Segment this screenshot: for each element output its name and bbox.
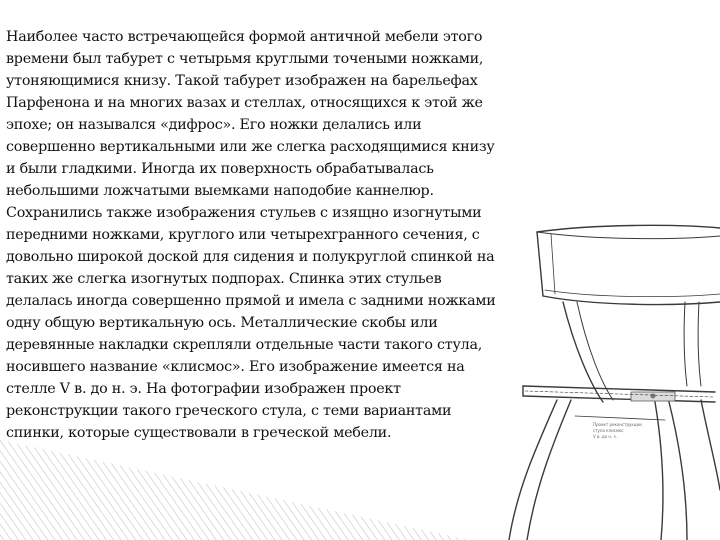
paragraph-line: делалась иногда совершенно прямой и имела с задними ножками [6, 293, 496, 309]
drawing-caption-line: стула клисмос [593, 428, 624, 433]
drawing-caption-line: V в. до н. э. [593, 434, 618, 439]
paragraph-line: эпохе; он назывался «дифрос». Его ножки делались или [6, 117, 422, 133]
paragraph-line: небольшими ложчатыми выемками наподобие каннелюр. [6, 183, 434, 199]
paragraph-line: Парфенона и на многих вазах и стеллах, относящихся к этой же [6, 95, 483, 111]
paragraph-line: спинки, которые существовали в греческой мебели. [6, 425, 392, 441]
body-paragraph [6, 26, 518, 444]
paragraph-line: совершенно вертикальными или же слегка расходящимися книзу [6, 139, 495, 155]
paragraph-line: Наиболее часто встречающейся формой античной мебели этого [6, 29, 483, 45]
paragraph-line: одну общую вертикальную ось. Металлические скобы или [6, 315, 438, 331]
paragraph-line: довольно широкой доской для сидения и полукруглой спинкой на [6, 249, 495, 265]
paragraph-line: деревянные накладки скрепляли отдельные части такого стула, [6, 337, 483, 353]
paragraph-line: времени был табурет с четырьмя круглыми точеными ножками, [6, 51, 484, 67]
paragraph-line: и были гладкими. Иногда их поверхность обрабатывалась [6, 161, 434, 177]
chair-reconstruction-drawing [505, 210, 720, 540]
paragraph-line: носившего название «клисмос». Его изображение имеется на [6, 359, 465, 375]
drawing-caption-line: Проект реконструкции [593, 422, 642, 427]
paragraph-line: утоняющимися книзу. Такой табурет изображен на барельефах [6, 73, 478, 89]
paragraph-line: стелле V в. до н. э. На фотографии изображен проект [6, 381, 401, 397]
paragraph-line: передними ножками, круглого или четырехгранного сечения, с [6, 227, 480, 243]
paragraph-line: таких же слегка изогнутых подпорах. Спинка этих стульев [6, 271, 442, 287]
paragraph-line: Сохранились также изображения стульев с изящно изогнутыми [6, 205, 482, 221]
paragraph-line: реконструкции такого греческого стула, с теми вариантами [6, 403, 452, 419]
